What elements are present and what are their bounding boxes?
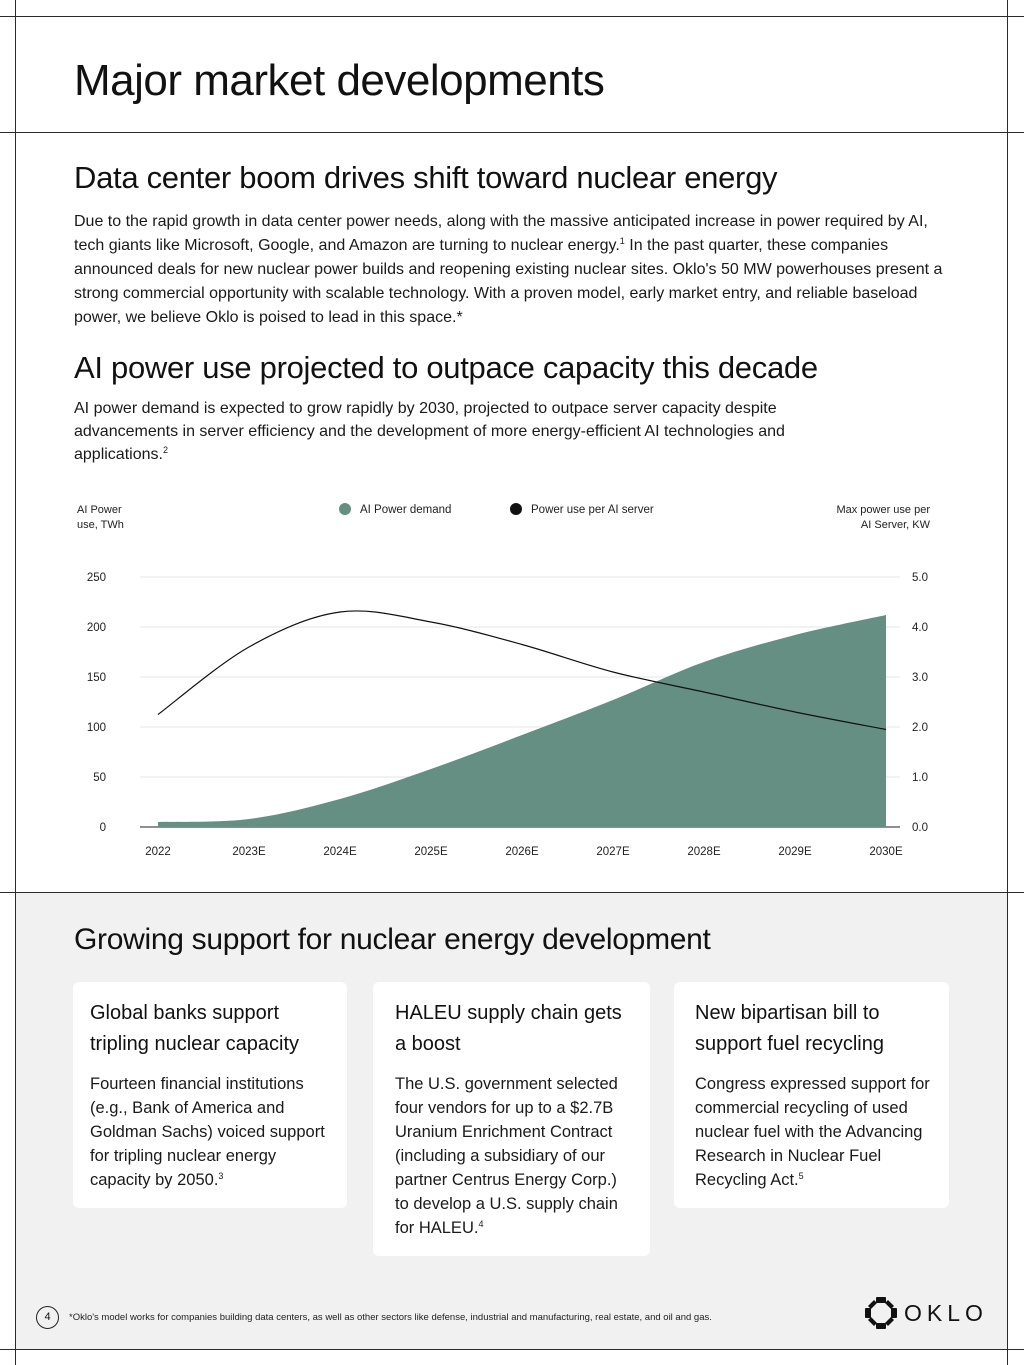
legend-label-ai-power-demand: AI Power demand — [360, 504, 452, 516]
section-paragraph-data-center — [74, 210, 954, 330]
right-axis-title-line2: AI Server, KW — [860, 519, 930, 531]
x-tick-label: 2027E — [596, 846, 630, 858]
chart-svg — [70, 495, 950, 875]
x-tick-label: 2023E — [232, 846, 266, 858]
legend-marker-ai-power-demand — [339, 503, 351, 515]
x-tick-label: 2026E — [505, 846, 539, 858]
left-axis-title-line2: use, TWh — [77, 519, 124, 531]
left-tick-label: 50 — [93, 772, 106, 784]
left-tick-label: 200 — [86, 622, 106, 634]
section-heading-ai-power: AI power use projected to outpace capacity this decade — [74, 350, 818, 385]
right-tick-label: 0.0 — [912, 822, 928, 834]
section-heading-support: Growing support for nuclear energy development — [74, 923, 711, 956]
page-border-bottom — [0, 1349, 1024, 1350]
left-tick-label: 250 — [86, 572, 106, 584]
x-tick-label: 2022 — [145, 846, 171, 858]
title-divider — [0, 132, 1024, 133]
card-body — [90, 1072, 330, 1192]
right-tick-label: 4.0 — [912, 622, 928, 634]
card-global-banks — [73, 982, 347, 1208]
left-tick-label: 100 — [86, 722, 106, 734]
x-tick-label: 2029E — [778, 846, 812, 858]
footnote-ref: 4 — [478, 1219, 484, 1229]
card-body-text: The U.S. government selected four vendors for up to a $2.7B Uranium Enrichment Contract (including a subsidiary of our partner Centrus Energy Corp.) to develop a U.S. supply chain for HALEU. — [395, 1075, 618, 1237]
card-title: HALEU supply chain gets a boost — [395, 1002, 622, 1055]
footnote-ref: 2 — [162, 445, 168, 455]
x-tick-label: 2024E — [323, 846, 357, 858]
right-axis-title-line1: Max power use per — [836, 504, 930, 516]
legend-marker-power-per-server — [510, 503, 522, 515]
left-axis-title-line1: AI Power — [77, 504, 122, 516]
card-body — [395, 1072, 633, 1240]
card-body-text: Fourteen financial institutions (e.g., Bank of America and Goldman Sachs) voiced support for tripling nuclear energy capacity by 2050. — [90, 1075, 325, 1189]
paragraph-text: Due to the rapid growth in data center power needs, along with the massive anticipated increase in power required by AI, tech giants like Microsoft, Google, and Amazon are turning to nuclear energy. — [74, 213, 928, 254]
ai-power-chart — [70, 495, 950, 875]
oklo-logo-wordmark: OKLO — [904, 1299, 988, 1326]
page-number: 4 — [36, 1306, 59, 1329]
card-haleu — [373, 982, 650, 1256]
legend-label-power-per-server: Power use per AI server — [531, 504, 654, 516]
section-heading-data-center: Data center boom drives shift toward nuclear energy — [74, 160, 778, 195]
oklo-logo — [864, 1296, 988, 1330]
chart-area-layer — [158, 615, 886, 827]
footnote-ref: 3 — [218, 1171, 224, 1181]
card-fuel-recycling — [674, 982, 949, 1208]
page-title: Major market developments — [74, 56, 605, 105]
right-tick-label: 2.0 — [912, 722, 928, 734]
section-paragraph-ai-power — [74, 397, 874, 466]
card-title: Global banks support tripling nuclear capacity — [90, 1002, 299, 1055]
footnote: *Oklo's model works for companies building data centers, as well as other sectors like defense, industrial and manufacturing, real estate, and oil and gas. — [69, 1312, 712, 1323]
page-border-right — [1007, 0, 1008, 1365]
page-border-top — [0, 16, 1024, 17]
card-title: New bipartisan bill to support fuel recycling — [695, 1002, 884, 1055]
right-tick-label: 3.0 — [912, 672, 928, 684]
card-body — [695, 1072, 932, 1192]
left-tick-label: 150 — [86, 672, 106, 684]
right-tick-label: 1.0 — [912, 772, 928, 784]
x-tick-label: 2030E — [869, 846, 903, 858]
footnote-ref: 5 — [798, 1171, 804, 1181]
right-tick-label: 5.0 — [912, 572, 928, 584]
card-body-text: Congress expressed support for commercial recycling of used nuclear fuel with the Advancing Research in Nuclear Fuel Recycling Act. — [695, 1075, 930, 1189]
x-tick-label: 2025E — [414, 846, 448, 858]
paragraph-text: In the past quarter, these companies announced deals for new nuclear power builds and reopening existing nuclear sites. Oklo's 50 MW powerhouses present a strong commercial opportunity with scalable technology. With a proven model, early market entry, and reliable baseload power, we believe Oklo is poised to lead in this space.* — [74, 237, 943, 326]
x-tick-label: 2028E — [687, 846, 721, 858]
series-area-ai-power-demand — [158, 615, 886, 827]
footnote-ref: 1 — [619, 236, 625, 246]
paragraph-text: AI power demand is expected to grow rapidly by 2030, projected to outpace server capacity despite advancements in server efficiency and the development of more energy-efficient AI technologies and applications. — [74, 400, 785, 463]
left-tick-label: 0 — [99, 822, 106, 834]
oklo-logo-icon — [864, 1296, 898, 1330]
